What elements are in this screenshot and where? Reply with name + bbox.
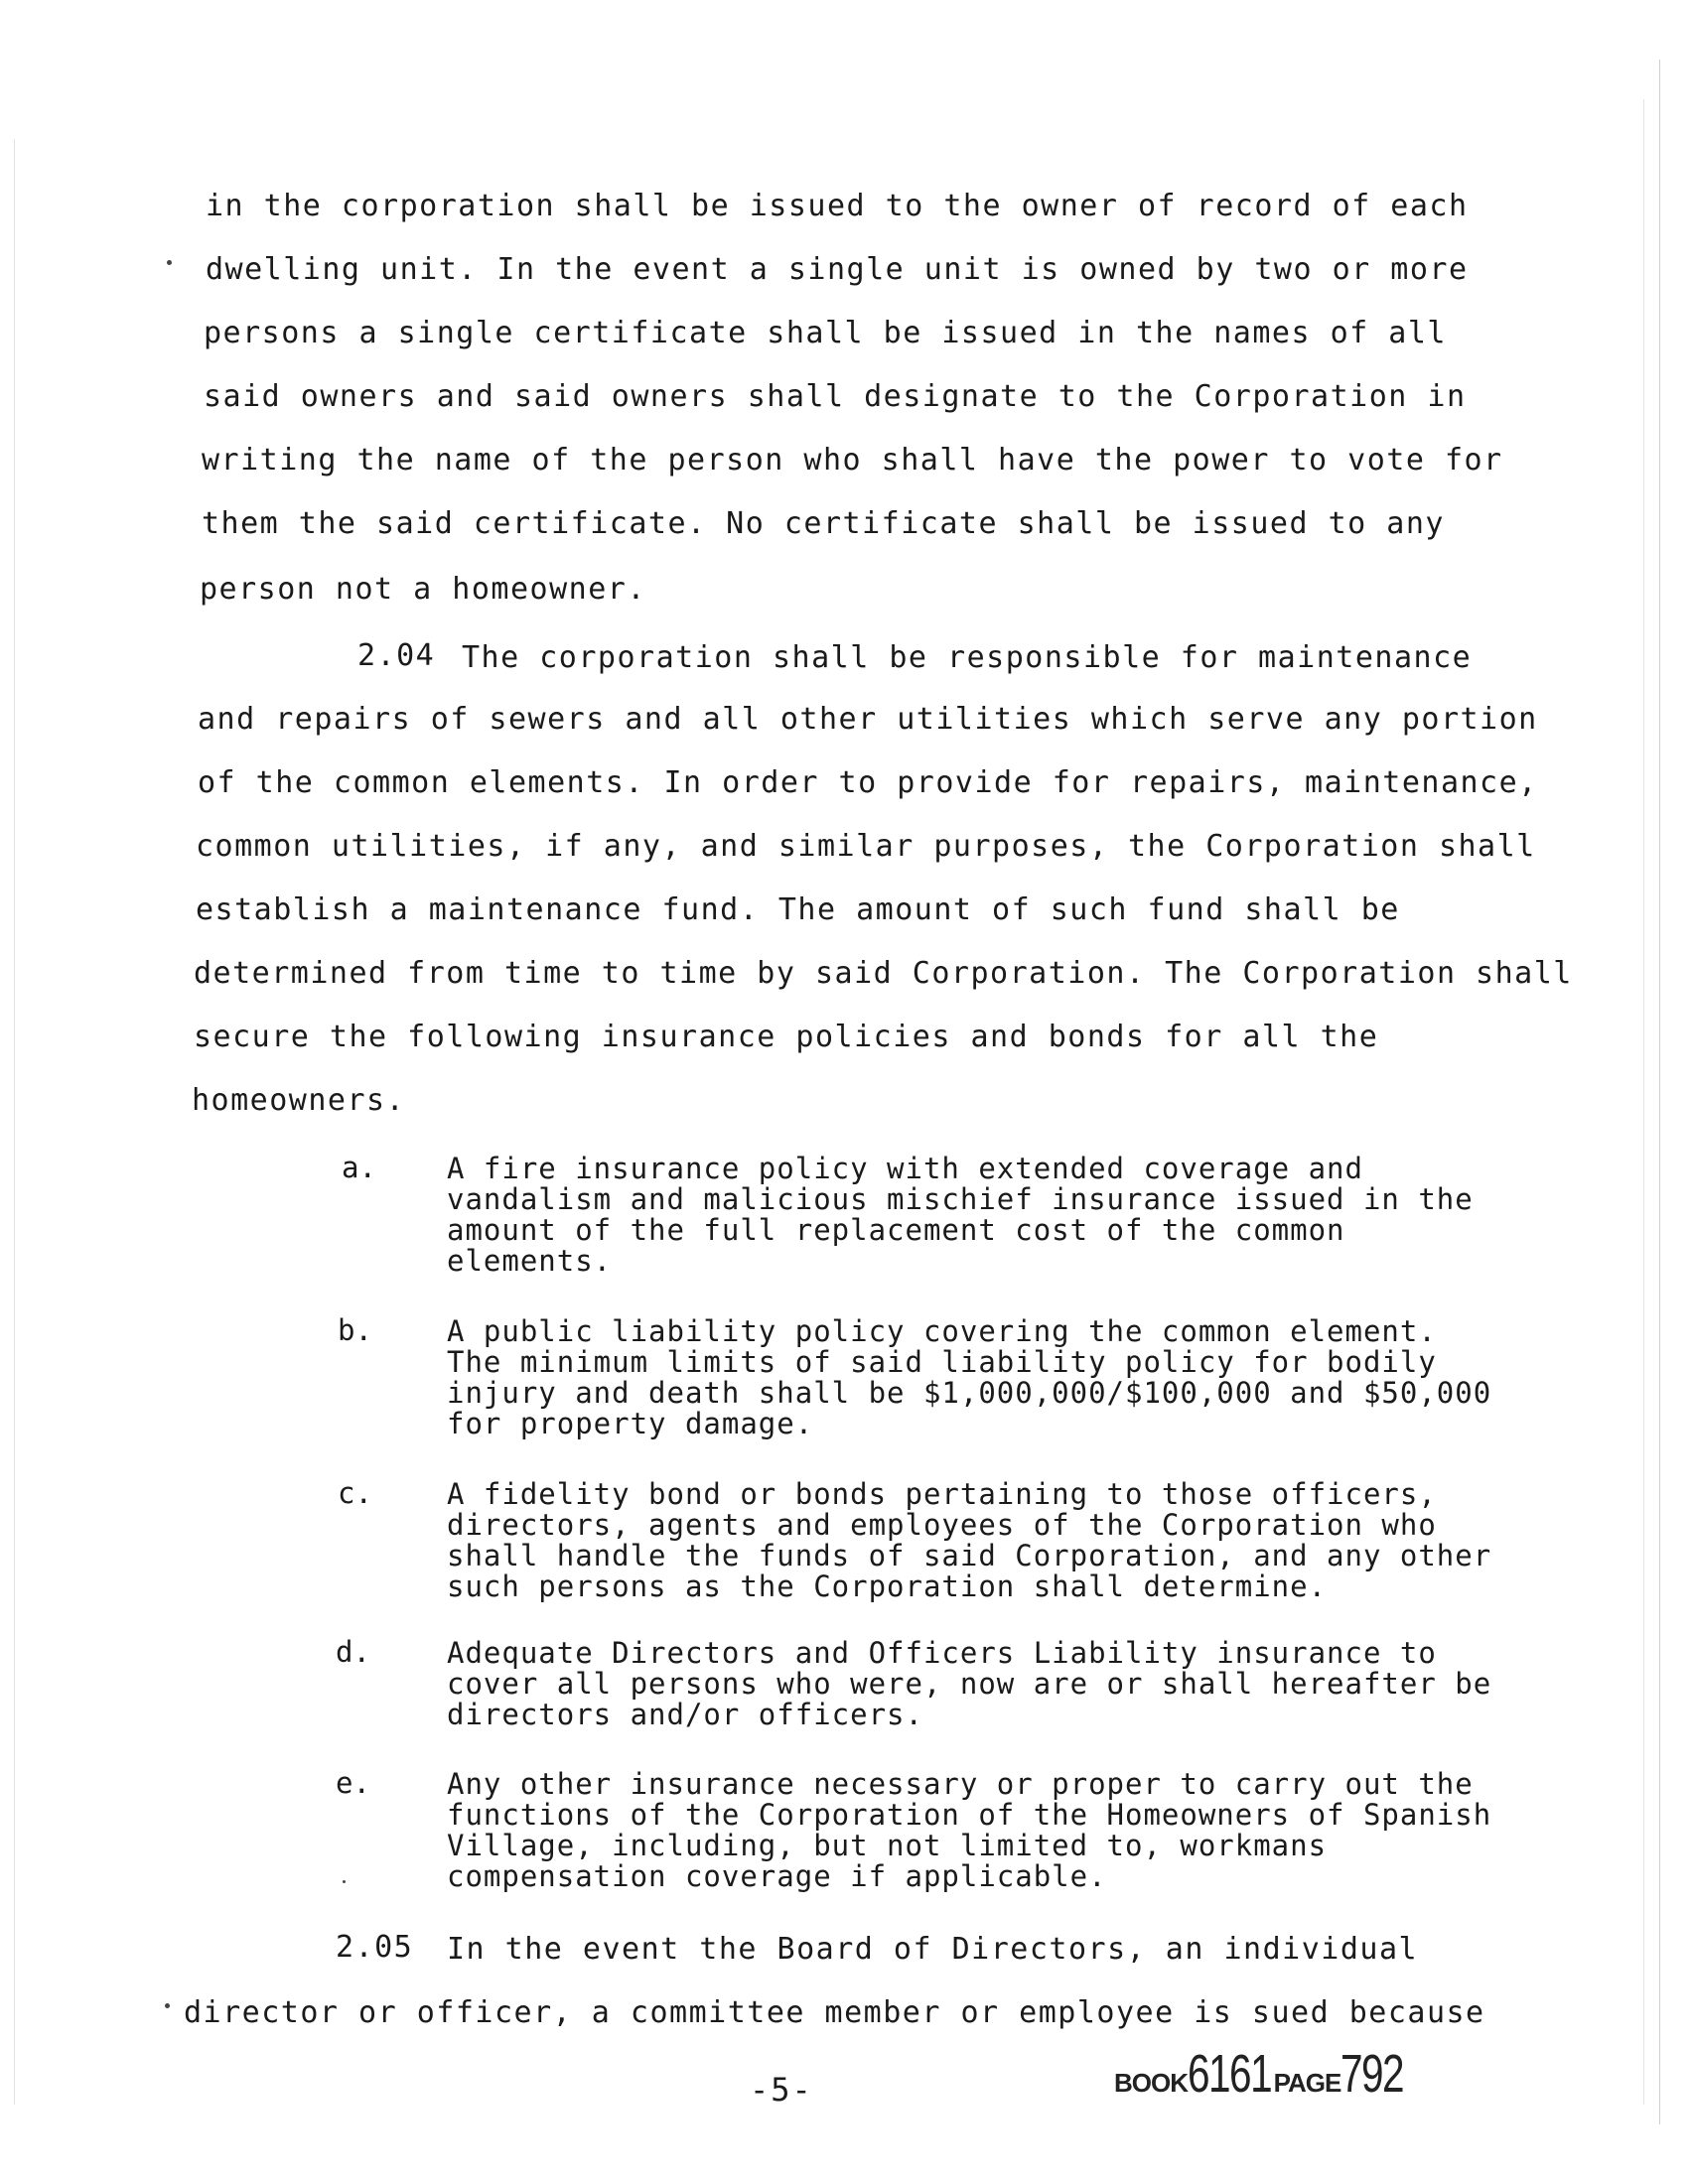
list-item-text: Any other insurance necessary or proper to carry out the functions of the Corporation of the Homeowners of Spanish Village, including, but not limited to, workmans compensation coverage if applicable. [447, 1767, 1492, 1893]
list-item-text: A fidelity bond or bonds pertaining to those officers, directors, agents and employees of the Corporation who shall handle the funds of said Corporation, and any other such persons as the Corporation shall determine. [447, 1477, 1492, 1603]
list-item-label: d. [336, 1635, 370, 1669]
list-item-text: A public liability policy covering the common element. The minimum limits of said liability policy for bodily injury and death shall be $1,000,000/$100,000 and $50,000 for property damage. [447, 1314, 1492, 1440]
page-label: PAGE [1273, 2068, 1341, 2098]
book-label: BOOK [1114, 2068, 1188, 2098]
body-line: homeowners. [192, 1083, 406, 1118]
body-line: dwelling unit. In the event a single unit is owned by two or more [206, 252, 1469, 287]
scan-edge-line [1659, 60, 1660, 2124]
page-reference: 792 [1340, 2044, 1404, 2104]
body-line: in the corporation shall be issued to the owner of record of each [206, 189, 1469, 223]
body-line: said owners and said owners shall designate to the Corporation in [204, 379, 1467, 414]
page-number: -5- [750, 2071, 813, 2109]
body-line: secure the following insurance policies and bonds for all the [194, 1020, 1379, 1054]
list-item-label: a. [342, 1151, 376, 1184]
list-item-text: Adequate Directors and Officers Liability insurance to cover all persons who were, now are or shall hereafter be directors and/or officers. [447, 1636, 1492, 1731]
body-line: establish a maintenance fund. The amount of such fund shall be [196, 892, 1400, 927]
body-line: person not a homeowner. [200, 572, 646, 607]
body-line: determined from time to time by said Corporation. The Corporation shall [194, 956, 1573, 991]
body-line: common utilities, if any, and similar purposes, the Corporation shall [196, 829, 1536, 864]
body-line: The corporation shall be responsible for maintenance [462, 640, 1473, 675]
body-line: persons a single certificate shall be issued in the names of all [204, 316, 1447, 350]
scan-speck [343, 1880, 346, 1883]
list-item-label: e. [336, 1766, 370, 1800]
body-line: of the common elements. In order to provide for repairs, maintenance, [198, 765, 1538, 800]
body-line: them the said certificate. No certificate shall be issued to any [202, 506, 1445, 541]
body-line: writing the name of the person who shall have the power to vote for [202, 443, 1503, 478]
scan-edge-line [14, 139, 15, 2105]
scan-speck [167, 260, 172, 265]
scan-speck [165, 2003, 170, 2008]
book-page-stamp [1114, 2043, 1424, 2105]
body-line: and repairs of sewers and all other utilities which serve any portion [198, 702, 1538, 737]
book-number: 6161 [1188, 2044, 1272, 2104]
section-number: 2.05 [336, 1930, 414, 1965]
scan-edge-line [1643, 99, 1644, 2105]
body-line: director or officer, a committee member or employee is sued because [184, 1995, 1485, 2030]
list-item-text: A fire insurance policy with extended coverage and vandalism and malicious mischief insurance issued in the amount of the full replacement cost of the common elements. [447, 1152, 1474, 1278]
list-item-label: c. [338, 1476, 372, 1510]
body-line: In the event the Board of Directors, an individual [447, 1932, 1419, 1967]
section-number: 2.04 [357, 638, 436, 673]
list-item-label: b. [338, 1313, 372, 1347]
